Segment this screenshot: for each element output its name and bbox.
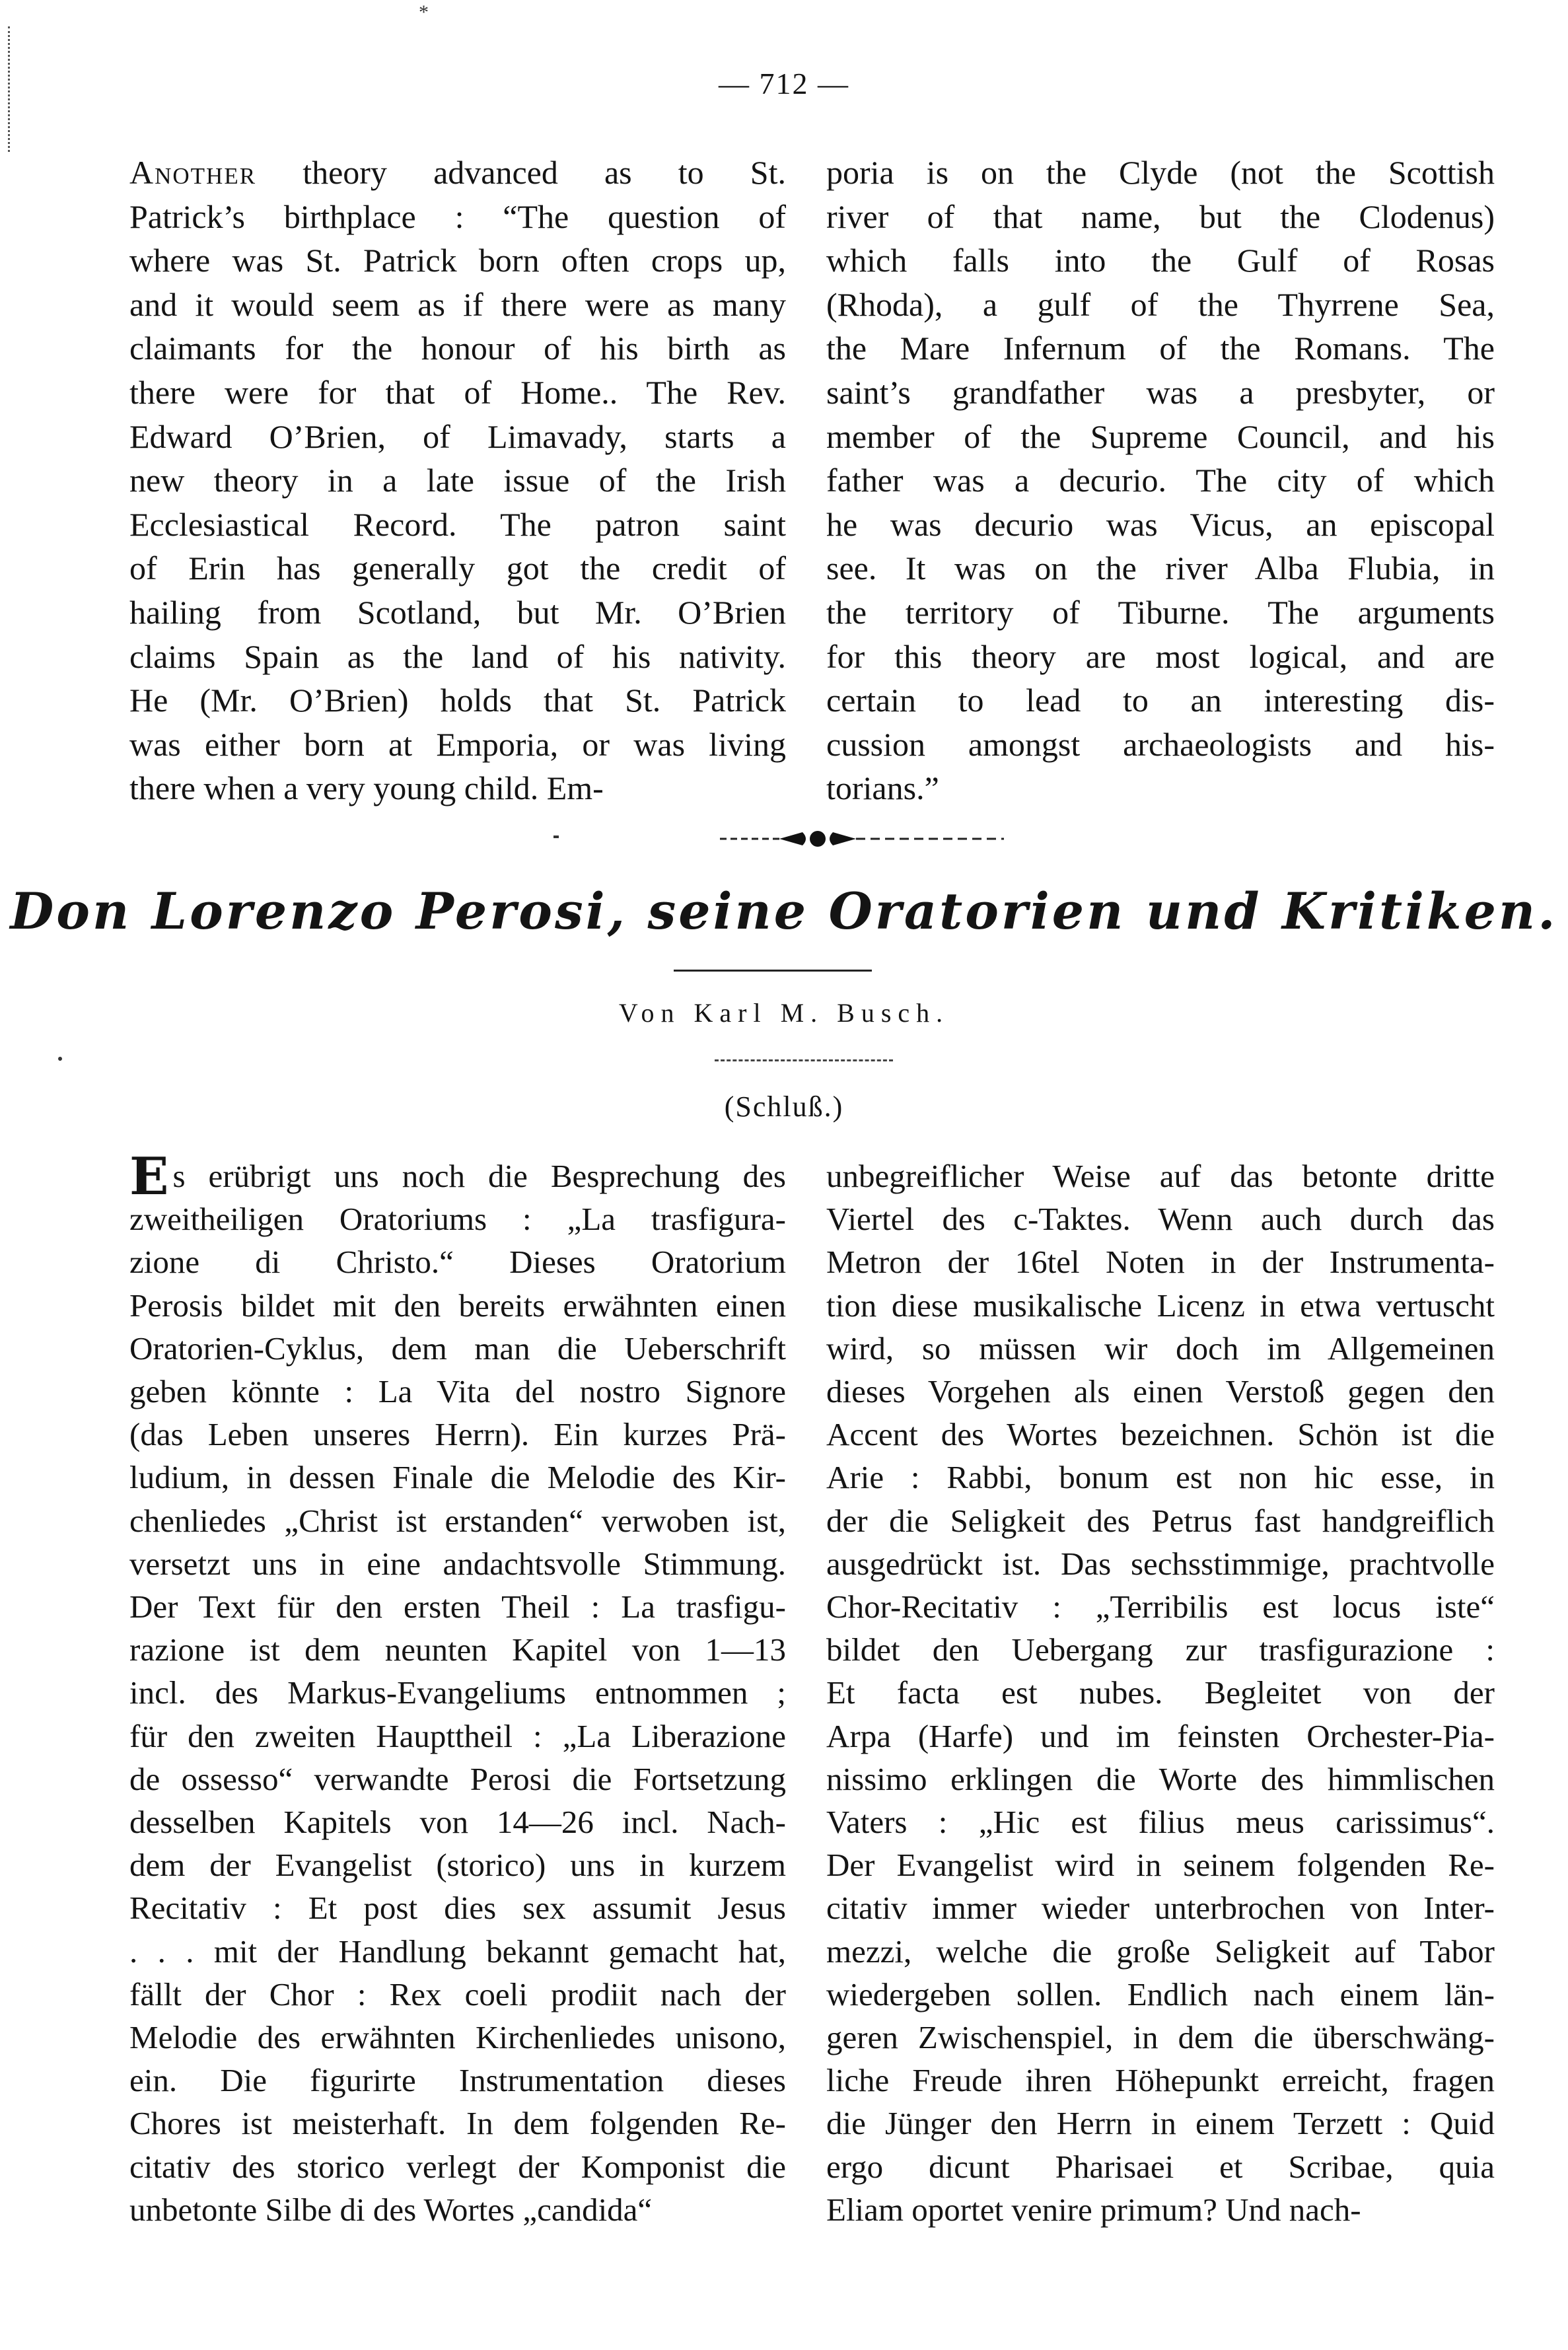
text-line: (Rhoda), a gulf of the Thyrrene Sea, xyxy=(826,285,1495,323)
article-title: Don Lorenzo Perosi, seine Oratorien und Kritiken. xyxy=(10,882,1558,941)
text-line: citativ des storico verlegt der Komponist die xyxy=(129,2148,786,2185)
text-line: der die Seligkeit des Petrus fast handgreiflich xyxy=(826,1502,1495,1539)
text-line: wiedergeben sollen. Endlich nach einem län- xyxy=(826,1976,1495,2012)
text-line: poria is on the Clyde (not the Scottish xyxy=(826,154,1495,191)
text-line: claims Spain as the land of his nativity. xyxy=(129,637,786,675)
text-line: cussion amongst archaeologists and his- xyxy=(826,725,1495,763)
text-line: zione di Christo.“ Dieses Oratorium xyxy=(129,1244,786,1281)
text-line: de ossesso“ verwandte Perosi die Fortsetzung xyxy=(129,1760,786,1797)
text-line: liche Freude ihren Höhepunkt erreicht, fragen xyxy=(826,2062,1495,2099)
text-line: Chores ist meisterhaft. In dem folgenden Re- xyxy=(129,2105,786,2142)
text-line: versetzt uns in eine andachtsvolle Stimmung. xyxy=(129,1545,786,1582)
text-line: Another theory advanced as to St. xyxy=(129,154,786,191)
margin-speck xyxy=(57,1056,63,1061)
text-line: there were for that of Home.. The Rev. xyxy=(129,373,786,411)
text-line: he was decurio was Vicus, an episcopal xyxy=(826,505,1495,543)
text-line: saint’s grandfather was a presbyter, or xyxy=(826,373,1495,411)
text-line: . . . mit der Handlung bekannt gemacht hat, xyxy=(129,1933,786,1970)
text-line: Ecclesiastical Record. The patron saint xyxy=(129,505,786,543)
text-line: claimants for the honour of his birth as xyxy=(129,330,786,367)
text-line: and it would seem as if there were as many xyxy=(129,285,786,323)
text-line: certain to lead to an interesting dis- xyxy=(826,682,1495,719)
text-line: of Erin has generally got the credit of xyxy=(129,550,786,587)
lead-word: Another xyxy=(129,154,257,191)
text-line: torians.” xyxy=(826,769,939,807)
text-line: ludium, in dessen Finale die Melodie des Kir- xyxy=(129,1459,786,1496)
text-line: He (Mr. O’Brien) holds that St. Patrick xyxy=(129,682,786,719)
text-line: Viertel des c-Taktes. Wenn auch durch das xyxy=(826,1201,1495,1238)
text-line: (das Leben unseres Herrn). Ein kurzes Prä- xyxy=(129,1416,786,1453)
text-line: mezzi, welche die große Seligkeit auf Tabor xyxy=(826,1933,1495,1970)
section-divider-ornament xyxy=(660,826,1096,852)
text-line: tion diese musikalische Licenz in etwa vertuscht xyxy=(826,1287,1495,1324)
text-line: Patrick’s birthplace : “The question of xyxy=(129,197,786,235)
text-line: Der Text für den ersten Theil : La trasfigu- xyxy=(129,1588,786,1625)
text-line: the territory of Tiburne. The arguments xyxy=(826,593,1495,631)
text-line: father was a decurio. The city of which xyxy=(826,462,1495,499)
top-stray-mark: * xyxy=(419,1,429,23)
text-line: Es erübrigt uns noch die Besprechung des xyxy=(129,1147,786,1207)
german-article-right-column xyxy=(826,1155,1495,2231)
title-rule xyxy=(674,970,872,972)
text-line: razione ist dem neunten Kapitel von 1—13 xyxy=(129,1631,786,1668)
text-line: geben könnte : La Vita del nostro Signore xyxy=(129,1373,786,1410)
text-line: member of the Supreme Council, and his xyxy=(826,417,1495,455)
text-line: Recitativ : Et post dies sex assumit Jesus xyxy=(129,1890,786,1927)
text-line: new theory in a late issue of the Irish xyxy=(129,462,786,499)
text-line: ausgedrückt ist. Das sechsstimmige, prachtvolle xyxy=(826,1545,1495,1582)
text-line: unbetonte Silbe di des Wortes „candida“ xyxy=(129,2191,653,2228)
text-line: Eliam oportet venire primum? Und nach- xyxy=(826,2191,1361,2228)
text-line: Metron der 16tel Noten in der Instrumenta- xyxy=(826,1244,1495,1281)
text-line: hailing from Scotland, but Mr. O’Brien xyxy=(129,593,786,631)
text-line: fällt der Chor : Rex coeli prodiit nach der xyxy=(129,1976,786,2012)
page-number: — 712 — xyxy=(719,67,849,100)
german-article-left-column xyxy=(129,1147,786,2231)
text-line: for this theory are most logical, and are xyxy=(826,637,1495,675)
text-line: geren Zwischenspiel, in dem die überschwäng- xyxy=(826,2019,1495,2056)
text-line: Et facta est nubes. Begleitet von der xyxy=(826,1674,1495,1711)
text-line: there when a very young child. Em- xyxy=(129,769,604,807)
text-line: unbegreiflicher Weise auf das betonte dritte xyxy=(826,1158,1495,1194)
english-article-right-column xyxy=(826,151,1495,810)
article-byline: Von Karl M. Busch. xyxy=(618,998,950,1028)
text-line: citativ immer wieder unterbrochen von Inter- xyxy=(826,1890,1495,1927)
text-line: which falls into the Gulf of Rosas xyxy=(826,242,1495,279)
text-line: river of that name, but the Clodenus) xyxy=(826,197,1495,235)
text-line: nissimo erklingen die Worte des himmlischen xyxy=(826,1760,1495,1797)
text-line: was either born at Emporia, or was living xyxy=(129,725,786,763)
text-line: Accent des Wortes bezeichnen. Schön ist die xyxy=(826,1416,1495,1453)
text-line: dieses Vorgehen als einen Verstoß gegen den xyxy=(826,1373,1495,1410)
text-line: für den zweiten Haupttheil : „La Liberazione xyxy=(129,1717,786,1754)
text-line: Melodie des erwähnten Kirchenliedes unisono, xyxy=(129,2019,786,2056)
drop-cap: E xyxy=(129,1147,169,1207)
text-line: Der Evangelist wird in seinem folgenden Re- xyxy=(826,1847,1495,1884)
text-line: Arie : Rabbi, bonum est non hic esse, in xyxy=(826,1459,1495,1496)
text-line: ein. Die figurirte Instrumentation dieses xyxy=(129,2062,786,2099)
text-line: see. It was on the river Alba Flubia, in xyxy=(826,550,1495,587)
text-line: die Jünger den Herrn in einem Terzett : Quid xyxy=(826,2105,1495,2142)
text-line: dem der Evangelist (storico) uns in kurzem xyxy=(129,1847,786,1884)
text-line: ergo dicunt Pharisaei et Scribae, quia xyxy=(826,2148,1495,2185)
text-line: bildet den Uebergang zur trasfigurazione : xyxy=(826,1631,1495,1668)
text-line: Edward O’Brien, of Limavady, starts a xyxy=(129,417,786,455)
text-line: chenliedes „Christ ist erstanden“ verwoben ist, xyxy=(129,1502,786,1539)
text-line: Arpa (Harfe) und im feinsten Orchester-Pia- xyxy=(826,1717,1495,1754)
text-line: incl. des Markus-Evangeliums entnommen ; xyxy=(129,1674,786,1711)
text-line: desselben Kapitels von 14—26 incl. Nach- xyxy=(129,1804,786,1841)
byline-rule xyxy=(715,1059,893,1061)
text-line: the Mare Infernum of the Romans. The xyxy=(826,330,1495,367)
text-line: zweitheiligen Oratoriums : „La trasfigura- xyxy=(129,1201,786,1238)
text-line: Chor-Recitativ : „Terribilis est locus iste“ xyxy=(826,1588,1495,1625)
text-line: Perosis bildet mit den bereits erwähnten einen xyxy=(129,1287,786,1324)
divider-dot xyxy=(553,836,559,838)
continuation-note: (Schluß.) xyxy=(724,1090,844,1123)
text-line: where was St. Patrick born often crops up, xyxy=(129,242,786,279)
english-article-left-column xyxy=(129,151,786,810)
text-line: Oratorien-Cyklus, dem man die Ueberschrift xyxy=(129,1330,786,1367)
text-line: Vaters : „Hic est filius meus carissimus“. xyxy=(826,1804,1495,1841)
text-line: wird, so müssen wir doch im Allgemeinen xyxy=(826,1330,1495,1367)
